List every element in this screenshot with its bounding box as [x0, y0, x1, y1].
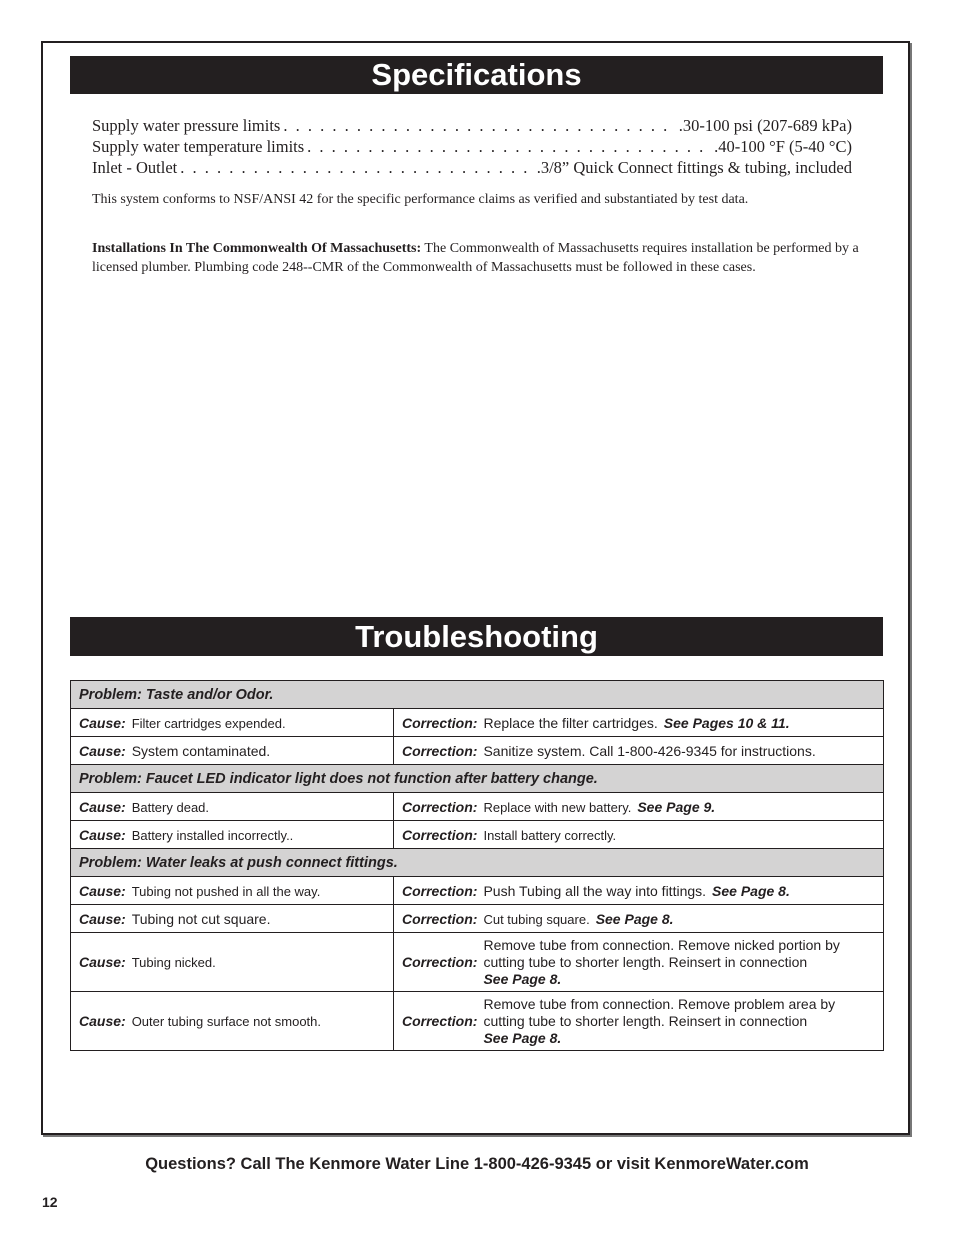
- cause-text: Outer tubing surface not smooth.: [131, 1014, 322, 1029]
- cause-cell: [71, 821, 394, 849]
- table-row: [71, 737, 884, 765]
- correction-label: Correction:: [402, 714, 478, 731]
- correction-wrap: [402, 937, 875, 988]
- correction-text: Replace with new battery.: [483, 799, 632, 815]
- table-row: [71, 793, 884, 821]
- troubleshooting-heading: Troubleshooting: [70, 617, 883, 656]
- cause-text: Battery dead.: [131, 799, 210, 815]
- correction-text: Remove tube from connection. Remove nicked portion by cutting tube to shorter length. Reinsert in connection: [483, 936, 840, 970]
- correction-cell: [394, 709, 884, 737]
- cause-text: Battery installed incorrectly..: [131, 827, 294, 843]
- cause-cell: [71, 933, 394, 992]
- spec-value: .30-100 psi (207-689 kPa): [678, 116, 852, 135]
- cause-text: Tubing not pushed in all the way.: [131, 883, 321, 899]
- correction-text: Cut tubing square.: [483, 911, 590, 927]
- problem-row: [71, 849, 884, 877]
- spec-label: Supply water temperature limits: [92, 137, 305, 156]
- table-row: [71, 933, 884, 992]
- cause-text: Filter cartridges expended.: [131, 715, 286, 731]
- cause-cell: [71, 877, 394, 905]
- correction-cell: [394, 905, 884, 933]
- page-reference: See Page 8.: [483, 1029, 562, 1046]
- massachusetts-heading: Installations In The Commonwealth Of Massachusetts:: [92, 241, 422, 256]
- correction-label: Correction:: [402, 1013, 478, 1029]
- cause-label: Cause:: [79, 1013, 126, 1029]
- table-row: [71, 992, 884, 1051]
- problem-row: [71, 765, 884, 793]
- page-reference: See Page 8.: [483, 970, 562, 987]
- page-reference: See Page 8.: [712, 882, 790, 899]
- cause-label: Cause:: [79, 826, 126, 843]
- problem-text: Problem: Faucet LED indicator light does not function after battery change.: [71, 765, 884, 793]
- spec-label: Supply water pressure limits: [92, 116, 281, 135]
- correction-text: Replace the filter cartridges.: [483, 714, 658, 731]
- problem-text: Problem: Water leaks at push connect fittings.: [71, 849, 884, 877]
- page-number: 12: [42, 1194, 58, 1210]
- correction-text: Sanitize system. Call 1-800-426-9345 for instructions.: [483, 742, 816, 759]
- problem-text: Problem: Taste and/or Odor.: [71, 681, 884, 709]
- cause-label: Cause:: [79, 798, 126, 815]
- cause-label: Cause:: [79, 714, 126, 731]
- table-row: [71, 877, 884, 905]
- spec-label: Inlet - Outlet: [92, 158, 178, 177]
- correction-wrap: [402, 996, 875, 1047]
- cause-label: Cause:: [79, 910, 126, 927]
- cause-cell: [71, 709, 394, 737]
- table-row: [71, 821, 884, 849]
- correction-label: Correction:: [402, 954, 478, 970]
- cause-cell: [71, 992, 394, 1051]
- table-row: [71, 905, 884, 933]
- cause-cell: [71, 905, 394, 933]
- spec-temperature-line: [92, 137, 852, 158]
- correction-text: Remove tube from connection. Remove problem area by cutting tube to shorter length. Reinsert in connection: [483, 995, 836, 1029]
- correction-block: [483, 937, 875, 988]
- correction-text: Push Tubing all the way into fittings.: [483, 882, 707, 899]
- massachusetts-note: [92, 239, 867, 277]
- cause-text: Tubing nicked.: [131, 955, 216, 970]
- specifications-heading: Specifications: [70, 56, 883, 94]
- cause-cell: [71, 737, 394, 765]
- cause-label: Cause:: [79, 954, 126, 970]
- questions-footer: Questions? Call The Kenmore Water Line 1-800-426-9345 or visit KenmoreWater.com: [145, 1155, 809, 1173]
- spec-pressure-line: [92, 116, 852, 137]
- troubleshooting-table: [70, 680, 884, 1051]
- correction-cell: [394, 821, 884, 849]
- cause-cell: [71, 793, 394, 821]
- correction-label: Correction:: [402, 910, 478, 927]
- correction-cell: [394, 877, 884, 905]
- correction-cell: [394, 933, 884, 992]
- leader-dots: [180, 158, 533, 178]
- correction-cell: [394, 793, 884, 821]
- massachusetts-text: The Commonwealth of Massachusetts requires installation be performed by a licensed plumber. Plumbing code 248--CMR of the Commonwealth of Massachusetts must be followed in these cases.: [92, 241, 859, 275]
- correction-label: Correction:: [402, 882, 478, 899]
- leader-dots: [283, 116, 675, 136]
- correction-cell: [394, 737, 884, 765]
- problem-row: [71, 681, 884, 709]
- table-row: [71, 709, 884, 737]
- page-reference: See Pages 10 & 11.: [663, 714, 790, 731]
- spec-value: .40-100 °F (5-40 °C): [714, 137, 852, 156]
- conformance-statement: This system conforms to NSF/ANSI 42 for the specific performance claims as verified and substantiated by test data.: [92, 192, 749, 207]
- correction-label: Correction:: [402, 826, 478, 843]
- cause-text: System contaminated.: [131, 742, 271, 759]
- correction-block: [483, 996, 875, 1047]
- leader-dots: [307, 137, 711, 157]
- correction-label: Correction:: [402, 798, 478, 815]
- correction-label: Correction:: [402, 742, 478, 759]
- spec-inlet-outlet-line: [92, 158, 852, 179]
- cause-label: Cause:: [79, 882, 126, 899]
- cause-label: Cause:: [79, 742, 126, 759]
- correction-text: Install battery correctly.: [483, 827, 617, 843]
- page-reference: See Page 9.: [637, 798, 716, 815]
- page-reference: See Page 8.: [595, 910, 674, 927]
- cause-text: Tubing not cut square.: [131, 910, 271, 927]
- correction-cell: [394, 992, 884, 1051]
- spec-value: .3/8” Quick Connect fittings & tubing, included: [536, 158, 852, 177]
